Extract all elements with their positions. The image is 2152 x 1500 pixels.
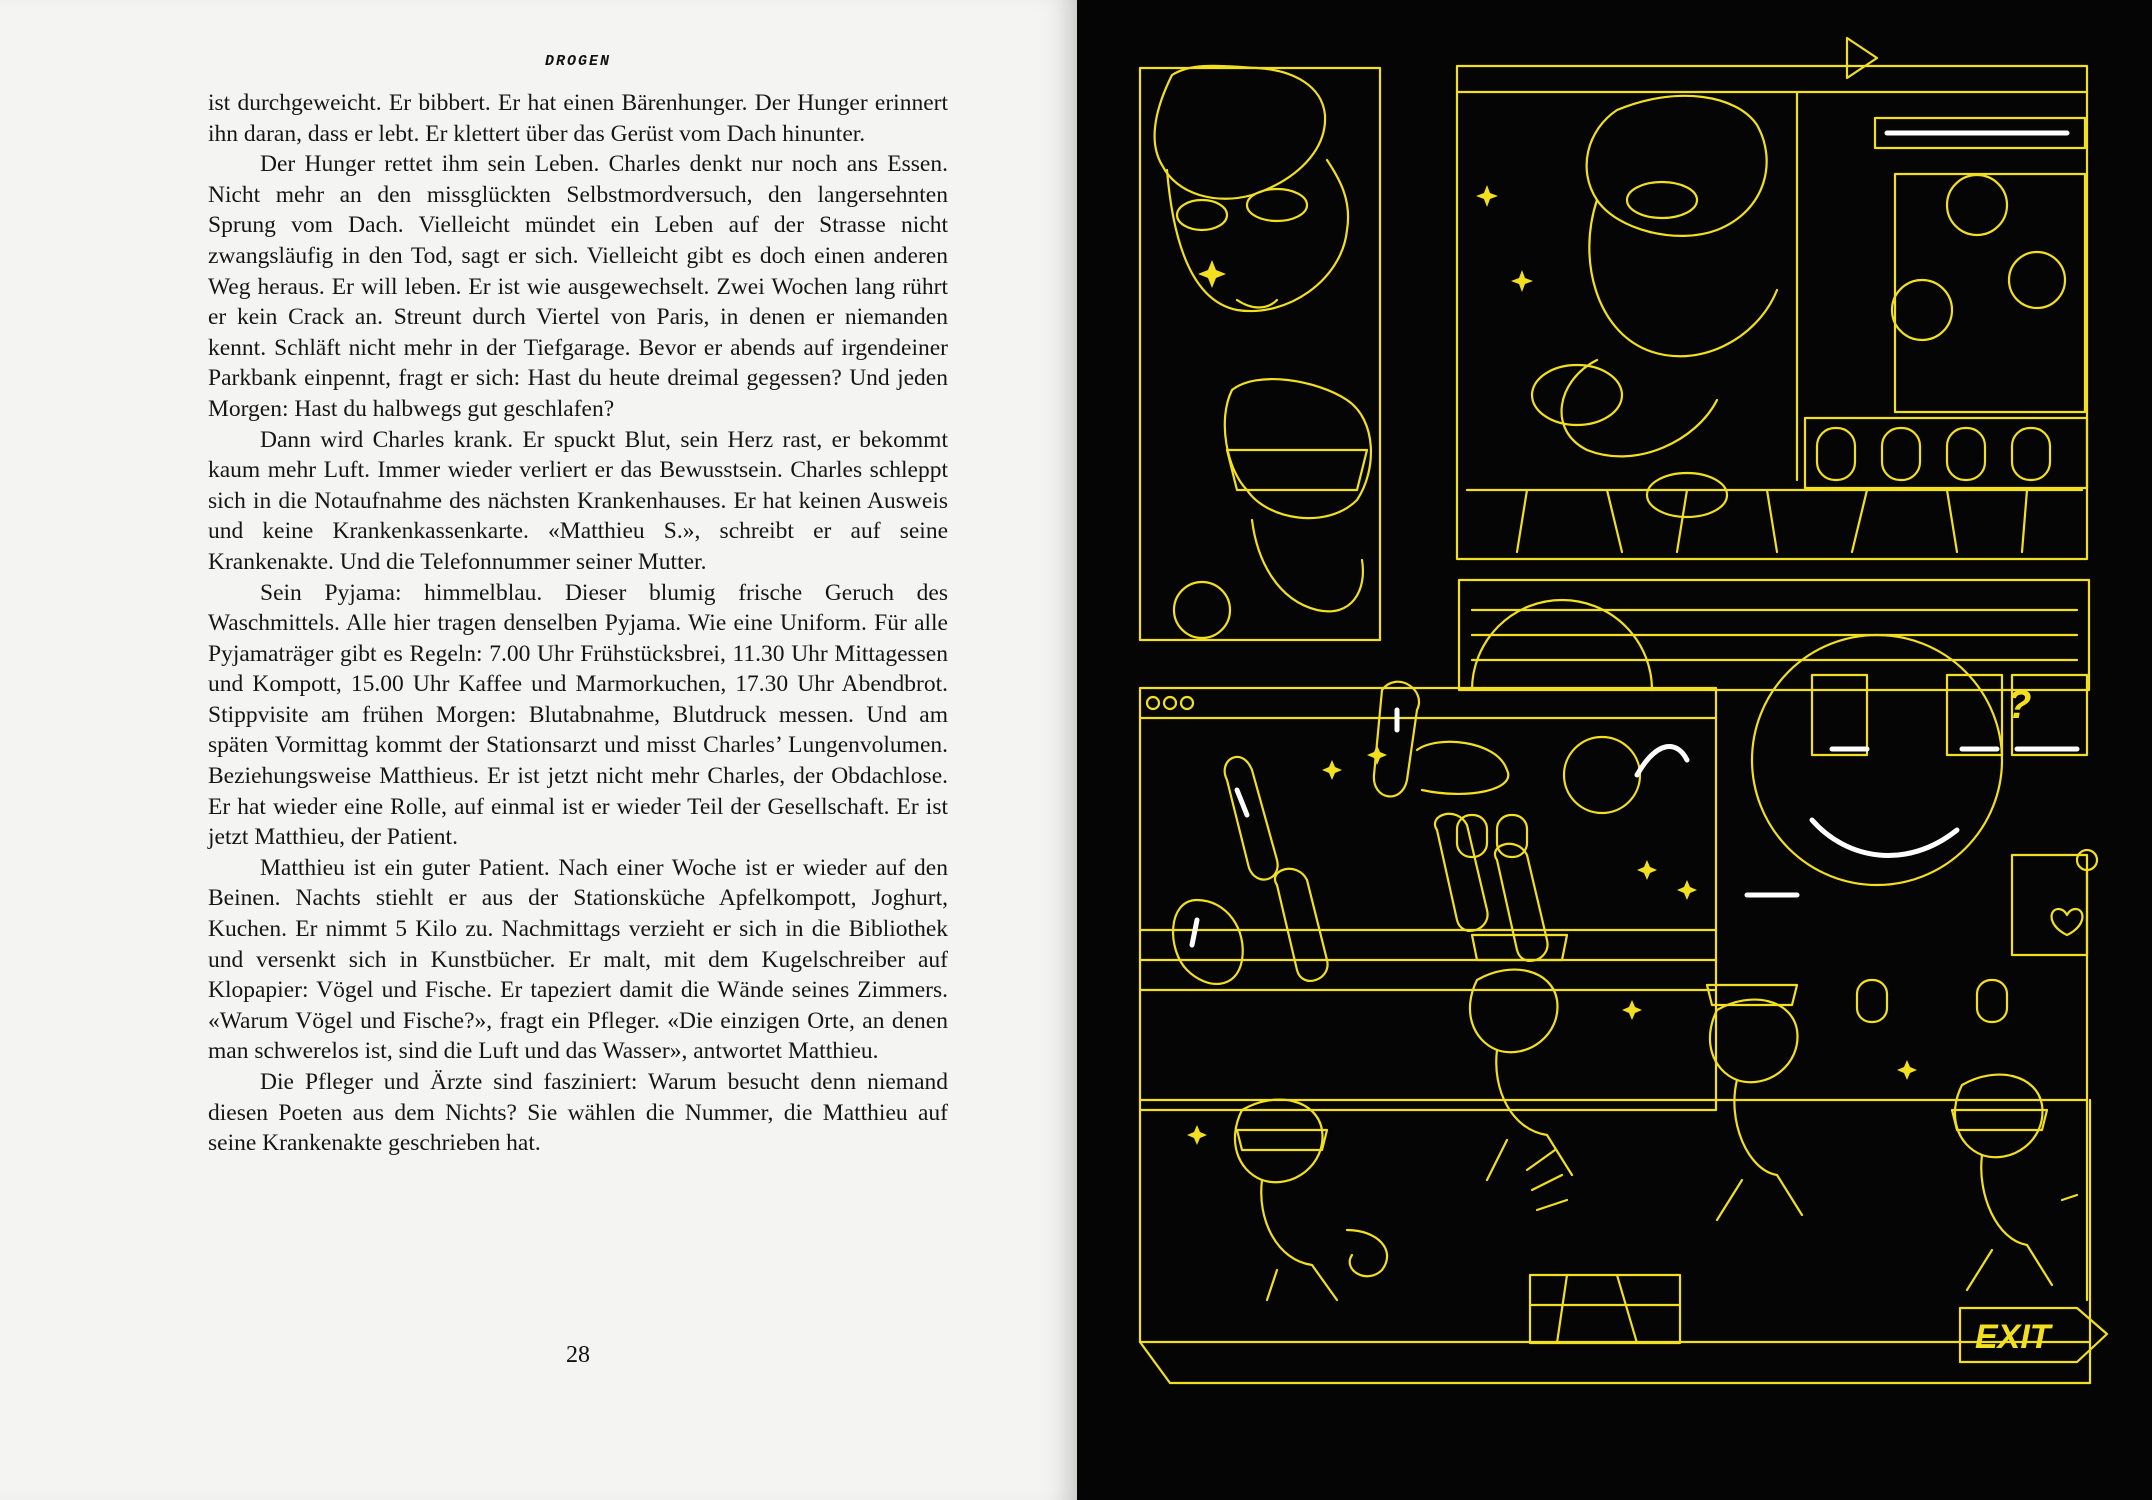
paragraph: Dann wird Charles krank. Er spuckt Blut, sein Herz rast, er bekommt kaum mehr Luft. Immer wieder verliert er das Bewusstsein. Charles schleppt sich in die Notaufnahme des nächsten Krankenhauses. Er hat keinen Ausweis und keine Krankenkassenkarte. «Matthieu S.», schreibt er auf seine Krankenakte. Und die Telefonnummer seiner Mutter. bbox=[208, 426, 948, 575]
character-hair bbox=[1155, 66, 1326, 199]
paragraph: Der Hunger rettet ihm sein Leben. Charles denkt nur noch ans Essen. Nicht mehr an den missglückten Selbstmordversuch, den langersehnten Sprung vom Dach. Vielleicht mündet ein Leben auf der Strasse nicht zwangsläufig in den Tod, sagt er sich. Vielleicht gibt es doch einen anderen Weg heraus. Er will leben. Er ist wie ausgewechselt. Zwei Wochen lang rührt er kein Crack an. Streunt durch Viertel von Paris, in denen er niemanden kennt. Schläft nicht mehr in der Tiefgarage. Bevor er abends auf irgendeiner Parkbank einpennt, fragt er sich: Hast du heute dreimal gegessen? Und jeden Morgen: Hast du halbwegs gut geschlafen? bbox=[208, 151, 948, 422]
flower bbox=[1892, 280, 1952, 340]
body-text bbox=[208, 88, 948, 1159]
running-head: DROGEN bbox=[544, 53, 611, 70]
paragraph: Matthieu ist ein guter Patient. Nach einer Woche ist er wieder auf den Beinen. Nachts stiehlt er aus der Stationsküche Apfelkompott, Joghurt, Kuchen. Er nimmt 5 Kilo zu. Nachmittags verzieht er sich in die Bibliothek und versenkt sich in Kunstbücher. Er malt, mit dem Kugelschreiber auf Klopapier: Vögel und Fische. Er tapeziert damit die Wände seines Zimmers. «Warum Vögel und Fische?», fragt ein Pfleger. «Die einzigen Orte, an denen man schwerelos ist, sind die Luft und das Wasser», antwortet Matthieu. bbox=[208, 854, 948, 1065]
flower bbox=[1564, 737, 1640, 813]
sunglasses bbox=[1227, 450, 1367, 490]
balloon-dog bbox=[1225, 757, 1278, 880]
question-sign: ? bbox=[2007, 683, 2032, 727]
flower bbox=[1947, 175, 2007, 235]
panel-top-right bbox=[1457, 66, 2087, 559]
panel-window bbox=[1140, 688, 1716, 1110]
page-number: 28 bbox=[566, 1342, 590, 1368]
sun-shape bbox=[1472, 600, 1652, 690]
comic-illustration bbox=[1077, 0, 2152, 1500]
right-page-illustration bbox=[1077, 0, 2152, 1500]
exit-sign-label: EXIT bbox=[1975, 1318, 2051, 1356]
flower bbox=[2009, 252, 2065, 308]
big-circle bbox=[1752, 635, 2002, 885]
paragraph: Sein Pyjama: himmelblau. Dieser blumig frische Geruch des Waschmittels. Alle hier tragen denselben Pyjama. Wie eine Uniform. Für alle Pyjamaträger gibt es Regeln: 7.00 Uhr Frühstücksbrei, 11.30 Uhr Mittagessen und Kompott, 15.00 Uhr Kaffee und Marmorkuchen, 17.30 Uhr Abendbrot. Stippvisite am frühen Morgen: Blutabnahme, Blutdruck messen. Und am späten Vormittag kommt der Stationsarzt und misst Charles’ Lungenvolumen. Beziehungsweise Matthieus. Er ist jetzt nicht mehr Charles, der Obdachlose. Er hat wieder eine Rolle, auf einmal ist er wieder Teil der Gesellschaft. Er ist jetzt Matthieu, der Patient. bbox=[208, 579, 948, 851]
paragraph: Die Pfleger und Ärzte sind fasziniert: Warum besucht denn niemand diesen Poeten aus dem Nichts? Sie wählen die Nummer, die Matthieu auf seine Krankenakte geschrieben hat. bbox=[208, 1069, 948, 1157]
paragraph: ist durchgeweicht. Er bibbert. Er hat einen Bärenhunger. Der Hunger erinnert ihn daran, dass er lebt. Er klettert über das Gerüst vom Dach hinunter. bbox=[208, 90, 948, 147]
